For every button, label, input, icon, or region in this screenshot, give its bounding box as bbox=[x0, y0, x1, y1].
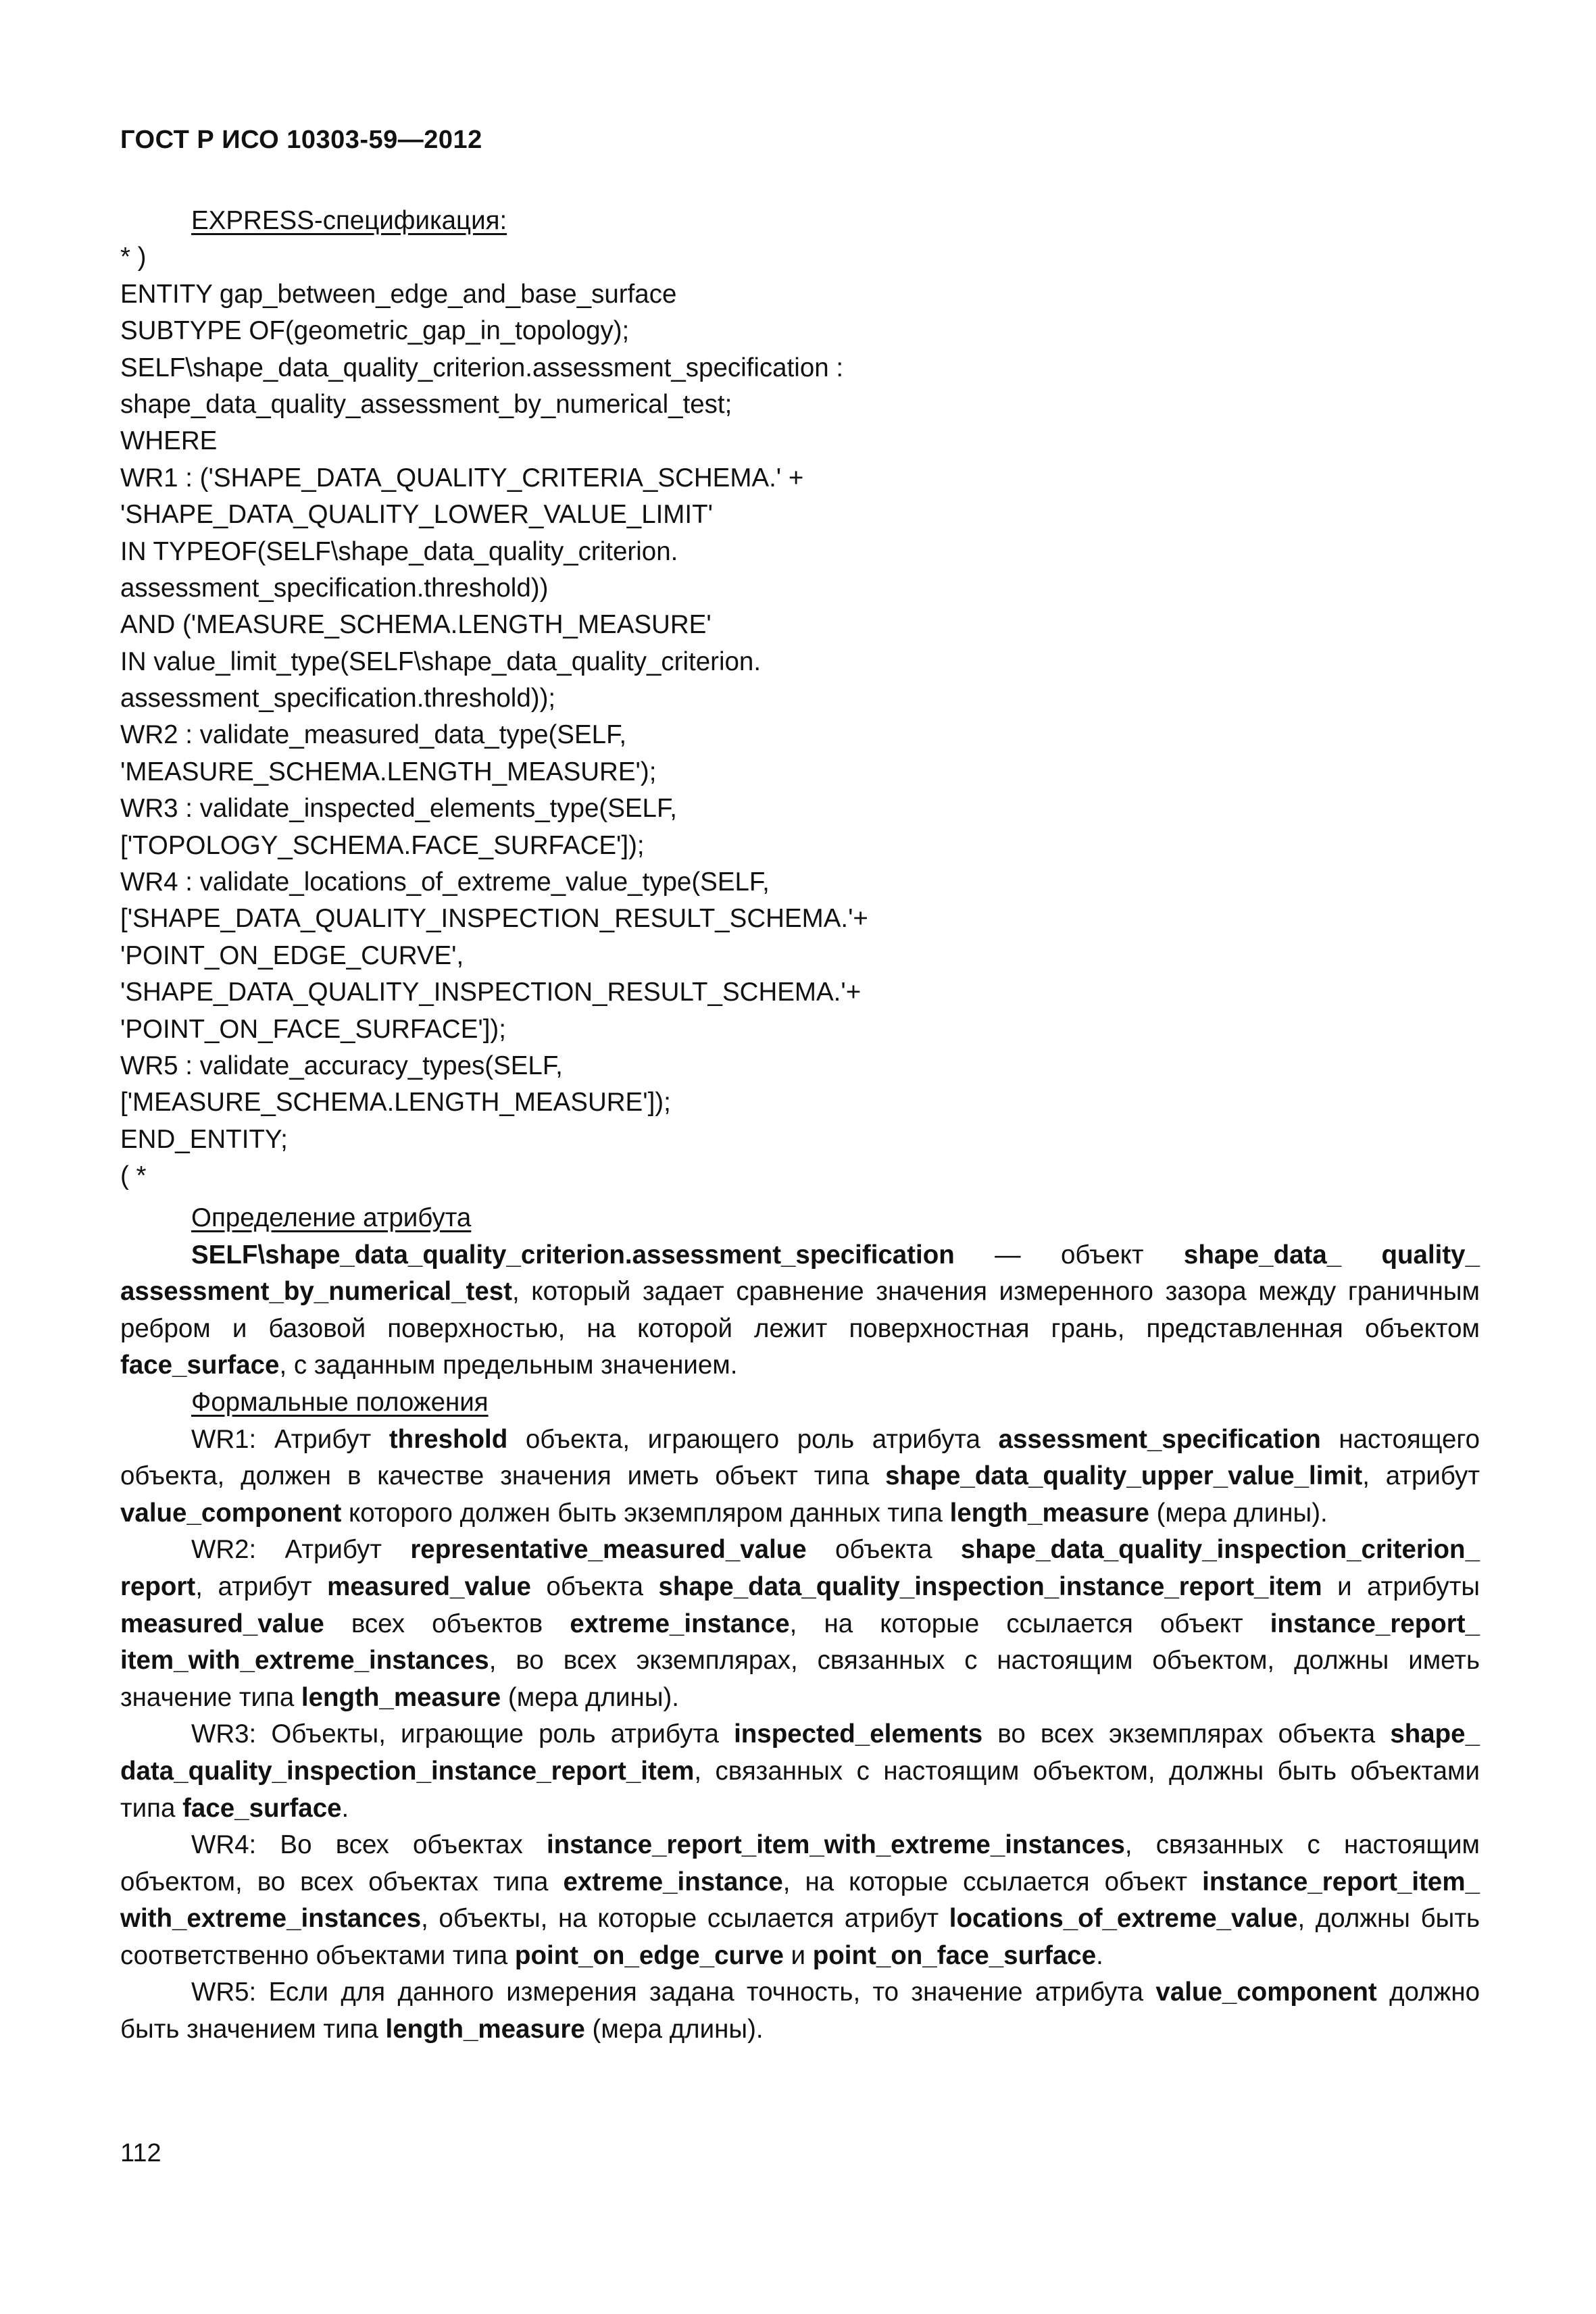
code-line: ['MEASURE_SCHEMA.LENGTH_MEASURE']); bbox=[120, 1088, 671, 1117]
term: shape_ data_quality_inspection_instance_report_item bbox=[120, 1719, 1480, 1786]
page-number: 112 bbox=[120, 2139, 161, 2167]
document-header: ГОСТ Р ИСО 10303-59—2012 bbox=[120, 126, 482, 154]
code-line: 'POINT_ON_FACE_SURFACE']); bbox=[120, 1014, 506, 1044]
term: threshold bbox=[389, 1424, 508, 1454]
text: объекта, играющего роль атрибута bbox=[507, 1424, 999, 1454]
text: WR3: Объекты, играющие роль атрибута bbox=[191, 1719, 734, 1749]
code-line: WR2 : validate_measured_data_type(SELF, bbox=[120, 720, 627, 750]
term: measured_value bbox=[120, 1609, 324, 1638]
text: настоящего объекта, должен в качестве значения иметь объект типа bbox=[120, 1424, 1480, 1491]
term: face_surface bbox=[120, 1351, 280, 1380]
text: WR5: Если для данного измерения задана точность, то значение атрибута bbox=[191, 1978, 1156, 2007]
term: face_surface bbox=[182, 1793, 342, 1823]
text: , объекты, на которые ссылается атрибут bbox=[421, 1904, 949, 1934]
text: , связанных с настоящим объектом, во всех объектах типа bbox=[120, 1830, 1480, 1896]
term: assessment_specification bbox=[998, 1424, 1321, 1454]
wr5-paragraph bbox=[120, 1974, 1480, 2048]
text: , с заданным предельным значением. bbox=[279, 1351, 738, 1380]
code-line: SELF\shape_data_quality_criterion.assessment_specification : bbox=[120, 353, 844, 382]
text: и bbox=[783, 1940, 813, 1970]
term: length_measure bbox=[385, 2015, 585, 2044]
term: shape_data_quality_upper_value_limit bbox=[885, 1461, 1363, 1491]
term: shape_data_quality_inspection_instance_report_item bbox=[658, 1571, 1322, 1601]
code-line: END_ENTITY; bbox=[120, 1124, 288, 1154]
term: instance_report_item_with_extreme_instances bbox=[546, 1830, 1125, 1860]
text: которого должен быть экземпляром данных типа bbox=[341, 1498, 950, 1528]
term: shape_data_quality_inspection_criterion_ report bbox=[120, 1535, 1480, 1601]
code-line: IN value_limit_type(SELF\shape_data_quality_criterion. bbox=[120, 647, 762, 676]
term: value_component bbox=[1155, 1978, 1377, 2007]
text: объекта bbox=[530, 1571, 659, 1601]
text: (мера длины). bbox=[584, 2015, 764, 2044]
term: locations_of_extreme_value bbox=[949, 1904, 1298, 1934]
code-line: ENTITY gap_between_edge_and_base_surface bbox=[120, 279, 677, 309]
code-line: WR4 : validate_locations_of_extreme_value_type(SELF, bbox=[120, 867, 770, 897]
text: — объект bbox=[954, 1240, 1184, 1269]
text: (мера длины). bbox=[1149, 1498, 1328, 1528]
term: shape_data_ quality_ assessment_by_numerical_test bbox=[120, 1240, 1480, 1307]
attribute-definition-paragraph bbox=[120, 1237, 1480, 1384]
code-line: ['SHAPE_DATA_QUALITY_INSPECTION_RESULT_SCHEMA.'+ bbox=[120, 904, 868, 934]
code-line: ['TOPOLOGY_SCHEMA.FACE_SURFACE']); bbox=[120, 830, 645, 860]
term: length_measure bbox=[301, 1682, 501, 1712]
text: , связанных с настоящим объектом, должны быть объектами типа bbox=[120, 1756, 1480, 1823]
code-line: IN TYPEOF(SELF\shape_data_quality_criterion. bbox=[120, 536, 678, 566]
text: WR1: Атрибут bbox=[191, 1424, 389, 1454]
wr2-paragraph bbox=[120, 1532, 1480, 1716]
code-line: WR3 : validate_inspected_elements_type(SELF, bbox=[120, 794, 677, 824]
wr4-paragraph bbox=[120, 1827, 1480, 1974]
express-heading: EXPRESS-спецификация: bbox=[191, 206, 507, 235]
code-line: assessment_specification.threshold)); bbox=[120, 684, 556, 713]
code-line: WR5 : validate_accuracy_types(SELF, bbox=[120, 1051, 563, 1080]
attribute-definition-heading: Определение атрибута bbox=[191, 1203, 472, 1232]
text: всех объектов bbox=[324, 1609, 570, 1638]
code-line: * ) bbox=[120, 243, 147, 272]
text: . bbox=[1096, 1940, 1103, 1970]
code-line: AND ('MEASURE_SCHEMA.LENGTH_MEASURE' bbox=[120, 610, 712, 640]
term: point_on_edge_curve bbox=[514, 1940, 784, 1970]
text: WR2: Атрибут bbox=[191, 1535, 411, 1565]
code-line: SUBTYPE OF(geometric_gap_in_topology); bbox=[120, 316, 630, 346]
code-line: assessment_specification.threshold)) bbox=[120, 573, 549, 603]
term: extreme_instance bbox=[570, 1609, 790, 1638]
text: объекта bbox=[806, 1535, 961, 1565]
code-line: WHERE bbox=[120, 426, 218, 456]
text: WR4: Во всех объектах bbox=[191, 1830, 547, 1860]
express-specification bbox=[120, 203, 1492, 1195]
code-line: 'SHAPE_DATA_QUALITY_LOWER_VALUE_LIMIT' bbox=[120, 500, 713, 530]
wr1-paragraph bbox=[120, 1422, 1480, 1532]
term: SELF\shape_data_quality_criterion.assessment_specification bbox=[191, 1240, 955, 1269]
text: , должны быть соответственно объектами типа bbox=[120, 1904, 1480, 1970]
document-body bbox=[120, 1200, 1480, 2048]
text: , атрибут bbox=[195, 1571, 328, 1601]
code-line: 'MEASURE_SCHEMA.LENGTH_MEASURE'); bbox=[120, 757, 657, 786]
code-line: WR1 : ('SHAPE_DATA_QUALITY_CRITERIA_SCHEMA.' + bbox=[120, 463, 804, 493]
term: instance_report_ item_with_extreme_instances bbox=[120, 1609, 1480, 1676]
text: должно быть значением типа bbox=[120, 1978, 1480, 2044]
term: point_on_face_surface bbox=[812, 1940, 1097, 1970]
term: length_measure bbox=[949, 1498, 1149, 1528]
text: во всех экземплярах объекта bbox=[982, 1719, 1391, 1749]
code-line: 'POINT_ON_EDGE_CURVE', bbox=[120, 940, 464, 970]
text: , атрибут bbox=[1362, 1461, 1480, 1491]
text: , на которые ссылается объект bbox=[789, 1609, 1270, 1638]
term: extreme_instance bbox=[563, 1867, 783, 1896]
term: representative_measured_value bbox=[410, 1535, 807, 1565]
wr3-paragraph bbox=[120, 1716, 1480, 1827]
text: . bbox=[341, 1793, 349, 1823]
text: , на которые ссылается объект bbox=[782, 1867, 1203, 1896]
text: и атрибуты bbox=[1322, 1571, 1480, 1601]
term: value_component bbox=[120, 1498, 342, 1528]
term: inspected_elements bbox=[734, 1719, 983, 1749]
term: instance_report_item_ with_extreme_instances bbox=[120, 1867, 1480, 1934]
code-line: ( * bbox=[120, 1161, 147, 1191]
text: , во всех экземплярах, связанных с настоящим объектом, должны иметь значение типа bbox=[120, 1646, 1480, 1712]
formal-propositions-heading: Формальные положения bbox=[191, 1387, 489, 1417]
text: , который задает сравнение значения измеренного зазора между граничным ребром и базовой поверхностью, на которой лежит поверхностная грань, представленная объектом bbox=[120, 1277, 1480, 1343]
code-line: 'SHAPE_DATA_QUALITY_INSPECTION_RESULT_SCHEMA.'+ bbox=[120, 978, 862, 1007]
code-line: shape_data_quality_assessment_by_numerical_test; bbox=[120, 389, 732, 419]
text: (мера длины). bbox=[501, 1682, 680, 1712]
term: measured_value bbox=[327, 1571, 531, 1601]
